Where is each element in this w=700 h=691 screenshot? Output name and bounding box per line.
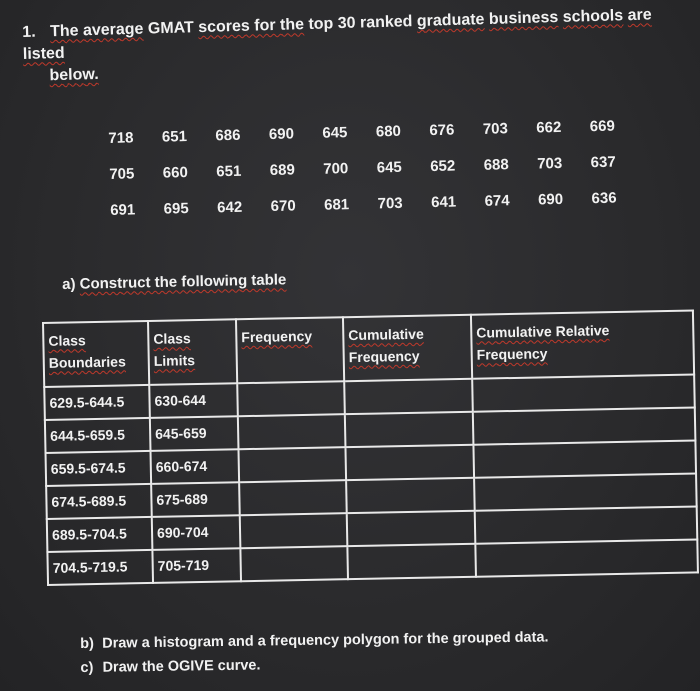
- part-b-label: b): [80, 635, 94, 652]
- score-value: 651: [161, 127, 188, 146]
- cell-cumulative-frequency[interactable]: [346, 478, 475, 513]
- score-value: 691: [109, 200, 136, 219]
- part-a-instruction: [62, 271, 286, 293]
- cell-frequency[interactable]: [238, 447, 346, 482]
- scores-grid: [108, 107, 645, 228]
- cell-class-boundary: 644.5-659.5: [45, 418, 151, 453]
- part-c-label: c): [80, 659, 94, 676]
- score-value: 660: [162, 163, 189, 182]
- question-text-2: GMAT: [147, 19, 195, 38]
- score-value: 676: [429, 121, 455, 139]
- part-b-text: Draw a histogram and a frequency polygon for the grouped data.: [102, 629, 549, 652]
- header-frequency: Frequency: [236, 317, 344, 383]
- header-class-boundaries: Class Boundaries: [43, 321, 149, 387]
- question-title: [22, 4, 684, 88]
- score-value: 681: [323, 195, 350, 214]
- score-value: 662: [536, 118, 562, 137]
- score-value: 695: [163, 199, 189, 218]
- question-text-4: top 30 ranked: [308, 13, 413, 33]
- frequency-table: [42, 309, 699, 585]
- score-value: 641: [430, 193, 457, 211]
- score-value: 674: [484, 191, 510, 210]
- score-value: 669: [589, 117, 616, 135]
- score-value: 636: [591, 189, 617, 207]
- part-c-instruction: [80, 649, 549, 680]
- score-value: 690: [268, 124, 295, 143]
- score-value: 651: [216, 162, 242, 180]
- cell-class-boundary: 629.5-644.5: [44, 385, 150, 420]
- score-value: 688: [483, 155, 509, 174]
- cell-class-limit: 630-644: [149, 383, 238, 418]
- score-value: 703: [536, 154, 563, 173]
- part-a-label: a): [62, 275, 76, 293]
- score-value: 705: [109, 164, 135, 183]
- cell-frequency[interactable]: [237, 381, 345, 416]
- cell-cumulative-frequency[interactable]: [345, 412, 474, 447]
- part-c-text: Draw the OGIVE curve.: [102, 657, 261, 676]
- score-value: 689: [269, 160, 296, 179]
- score-value: 718: [108, 128, 134, 147]
- cell-class-limit: 660-674: [150, 449, 239, 484]
- cell-cumulative-relative-frequency[interactable]: [472, 374, 695, 411]
- header-cumulative-frequency: Cumulative Frequency: [343, 315, 472, 381]
- score-value: 703: [482, 119, 509, 138]
- header-cumulative-relative-frequency: Cumulative Relative Frequency: [471, 311, 694, 379]
- cell-class-limit: 675-689: [151, 482, 240, 517]
- cell-class-limit: 705-719: [152, 548, 241, 583]
- cell-cumulative-relative-frequency[interactable]: [474, 473, 697, 510]
- cell-cumulative-frequency[interactable]: [344, 379, 473, 414]
- question-text-1: The average: [49, 20, 144, 41]
- cell-cumulative-relative-frequency[interactable]: [473, 407, 696, 444]
- cell-frequency[interactable]: [239, 480, 347, 515]
- cell-frequency[interactable]: [240, 546, 348, 581]
- cell-cumulative-relative-frequency[interactable]: [473, 440, 696, 477]
- cell-frequency[interactable]: [238, 414, 346, 449]
- score-value: 645: [376, 158, 402, 176]
- question-text-6: business: [488, 9, 559, 28]
- cell-class-boundary: 689.5-704.5: [47, 517, 153, 552]
- question-text-3: scores for the: [198, 16, 305, 37]
- score-value: 645: [322, 123, 348, 142]
- question-text-5: graduate: [416, 11, 485, 30]
- cell-class-boundary: 674.5-689.5: [46, 484, 152, 519]
- score-value: 652: [430, 157, 456, 175]
- cell-cumulative-relative-frequency[interactable]: [475, 506, 698, 543]
- cell-cumulative-frequency[interactable]: [347, 544, 476, 579]
- score-value: 690: [537, 190, 564, 209]
- question-text-8: are listed: [22, 6, 652, 63]
- frequency-table-wrapper: [42, 309, 699, 585]
- score-value: 700: [323, 159, 349, 178]
- score-value: 686: [215, 126, 241, 144]
- header-class-limits: Class Limits: [148, 319, 237, 385]
- cell-class-boundary: 659.5-674.5: [46, 451, 152, 486]
- cell-cumulative-frequency[interactable]: [345, 445, 474, 480]
- part-a-text: Construct the following table: [79, 271, 287, 293]
- question-number: 1.: [22, 23, 36, 41]
- cell-class-boundary: 704.5-719.5: [47, 550, 153, 585]
- cell-frequency[interactable]: [240, 513, 348, 548]
- question-text-9: below.: [49, 65, 99, 85]
- cell-cumulative-frequency[interactable]: [347, 511, 476, 546]
- score-value: 670: [270, 196, 296, 215]
- score-value: 703: [377, 194, 403, 212]
- score-value: 637: [590, 153, 616, 171]
- cell-cumulative-relative-frequency[interactable]: [475, 539, 698, 576]
- question-text-7: schools: [562, 7, 624, 26]
- cell-class-limit: 690-704: [152, 515, 241, 550]
- score-value: 680: [375, 122, 402, 140]
- score-value: 642: [216, 198, 243, 216]
- further-instructions: [80, 625, 549, 680]
- cell-class-limit: 645-659: [150, 416, 239, 451]
